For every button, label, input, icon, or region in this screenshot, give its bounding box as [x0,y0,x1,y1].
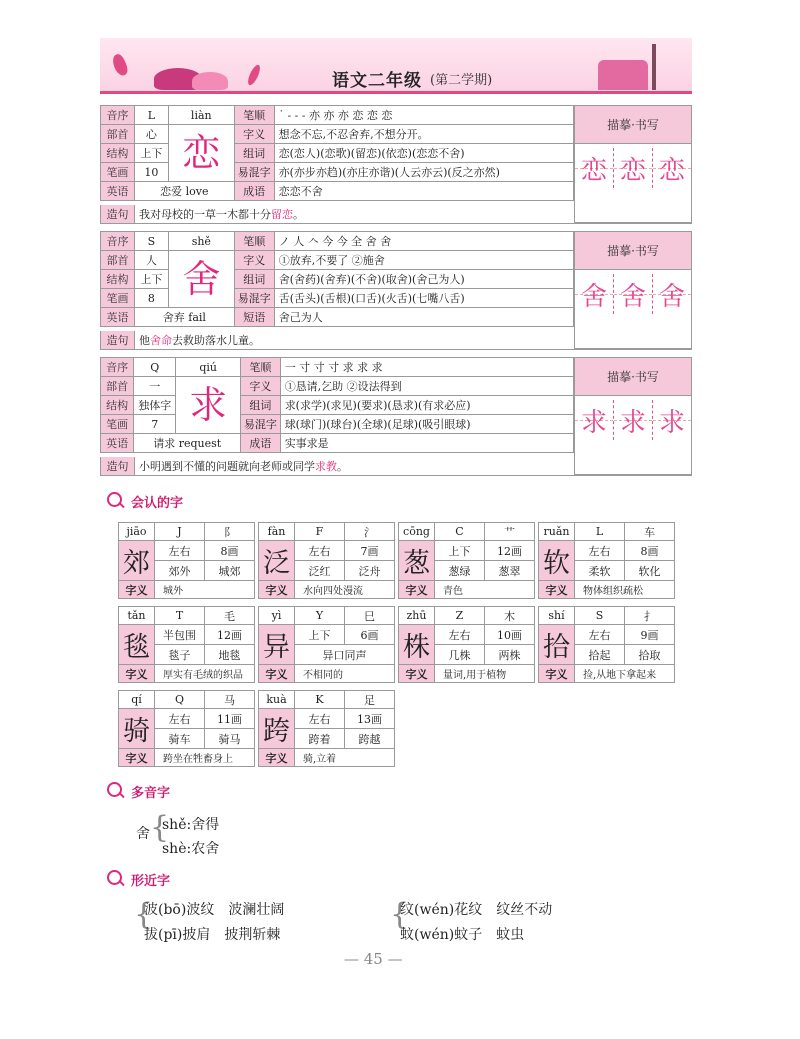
sentence [135,332,260,348]
sentence-pre: 小明遇到不懂的问题就向老师或同学 [139,460,315,473]
trace-char: 求 [580,407,607,438]
label-yingyu: 英语 [101,308,135,327]
structure: 左右 [435,625,485,645]
label-yingyu: 英语 [101,434,134,453]
sentence [135,458,348,474]
definition: 跨坐在牲畜身上 [155,749,255,767]
recognize-block [258,606,395,683]
letter: Z [435,607,485,625]
stroke-count: 8 [134,289,168,308]
recognize-block [118,690,255,767]
extra: 实事求是 [280,434,573,453]
word-2: 葱翠 [485,561,535,581]
label-ziyi: 字义 [539,665,575,683]
practice-cell[interactable] [575,400,614,440]
definition: 水向四处漫流 [295,581,395,599]
recognize-block [398,606,535,683]
stroke-count: 13画 [345,709,395,729]
stroke-count: 10 [134,163,168,182]
sentence-post: 。 [293,208,304,221]
label-yihunzi: 易混字 [241,415,281,434]
practice-cell[interactable] [614,400,653,440]
letter: J [155,523,205,541]
radical: 艹 [485,523,535,541]
sentence-post: 去救助落水儿童。 [172,334,260,347]
recognize-char: 毯 [119,625,155,665]
letter: Q [155,691,205,709]
definition: 物体组织疏松 [575,581,675,599]
definition: 量词,用于植物 [435,665,535,683]
letter: L [575,523,625,541]
label-bishun: 笔顺 [241,358,281,377]
label-yihunzi: 易混字 [234,289,274,308]
section-polyphone [105,780,170,802]
letter: T [155,607,205,625]
sentence-pre: 我对母校的一草一木都十分 [139,208,271,221]
magnifier-icon [105,490,127,512]
practice-grid[interactable] [575,148,691,188]
word-1: 异口同声 [295,645,395,665]
stroke-order: 一 寸 寸 寸 求 求 求 [280,358,573,377]
trace-char: 舍 [580,281,607,312]
big-char-cell [168,251,234,308]
section-polyphone-title: 多音字 [131,785,171,801]
stroke-count: 7画 [345,541,395,561]
magnifier-icon [105,780,127,802]
brace-icon: { [390,897,410,932]
recognize-char: 泛 [259,541,295,581]
label-ziyi: 字义 [234,125,274,144]
structure: 左右 [575,625,625,645]
structure: 上下 [134,270,168,289]
words: 舍(舍药)(舍弃)(不舍)(取舍)(舍己为人) [274,270,573,289]
label-bishun: 笔顺 [234,106,274,125]
definition: 捡,从地下拿起来 [575,665,675,683]
word-1: 郊外 [155,561,205,581]
confusable: 舌(舌头)(舌根)(口舌)(火舌)(七嘴八舌) [274,289,573,308]
word-2: 城郊 [205,561,255,581]
word-1: 跨着 [295,729,345,749]
sentence-highlight: 舍命 [150,334,172,347]
recognize-char: 株 [399,625,435,665]
label-ziyi: 字义 [241,377,281,396]
label-bushou: 部首 [101,125,135,144]
big-char-cell [176,377,241,434]
radical: 足 [345,691,395,709]
practice-cell[interactable] [653,274,691,314]
label-jiegou: 结构 [101,396,134,415]
label-yihunzi: 易混字 [234,163,274,182]
radical: 车 [625,523,675,541]
words: 求(求学)(求见)(要求)(恳求)(有求必应) [280,396,573,415]
char-card-table [100,231,574,327]
practice-header: 描摹·书写 [575,232,691,270]
section-recognize [105,490,183,512]
stroke-count: 7 [134,415,176,434]
section-similar [105,868,170,890]
label-ziyi: 字义 [399,581,435,599]
english: 恋爱 love [134,182,234,201]
structure: 左右 [295,541,345,561]
pinyin: qí [119,691,155,709]
extra: 恋恋不舍 [274,182,573,201]
letter: Y [295,607,345,625]
pinyin: cōng [399,523,435,541]
pinyin: yì [259,607,295,625]
label-yinxu: 音序 [101,106,135,125]
word-1: 泛红 [295,561,345,581]
word-2: 软化 [625,561,675,581]
char-card-table [100,105,574,201]
label-yingyu: 英语 [101,182,135,201]
label-zuci: 组词 [234,144,274,163]
page-subtitle: (第二学期) [430,73,493,88]
confusable: 球(球门)(球台)(全球)(足球)(吸引眼球) [280,415,573,434]
radical: 阝 [205,523,255,541]
big-char: 舍 [182,257,221,301]
word-1: 骑车 [155,729,205,749]
stroke-count: 6画 [345,625,395,645]
definition: 不相同的 [295,665,395,683]
structure: 左右 [575,541,625,561]
label-bushou: 部首 [101,377,134,396]
word-1: 毯子 [155,645,205,665]
tree-decoration [652,44,656,90]
label-zuci: 组词 [241,396,281,415]
trace-char: 求 [619,407,646,438]
label-bushou: 部首 [101,251,135,270]
stroke-count: 12画 [485,541,535,561]
label-ziyi: 字义 [234,251,274,270]
practice-cell[interactable] [653,400,691,440]
recognize-char: 郊 [119,541,155,581]
practice-cell[interactable] [614,274,653,314]
trace-char: 恋 [619,155,646,186]
header-banner [100,38,692,94]
recognize-block [538,522,675,599]
extra: 舍己为人 [274,308,573,327]
sprout-decoration [246,63,263,86]
label-extra: 成语 [241,434,281,453]
label-zuci: 组词 [234,270,274,289]
label-zaoju: 造句 [101,331,135,349]
similar-left-2: 拔(pī)披肩 披荆斩棘 [144,927,281,943]
radical: 人 [134,251,168,270]
polyphone-reading-1: shě:舍得 [162,817,220,833]
label-zaoju: 造句 [101,457,135,475]
label-extra: 成语 [234,182,274,201]
pinyin: tǎn [119,607,155,625]
polyphone-char: 舍 [136,826,150,842]
page-number: — 45 — [344,950,403,968]
radical: 一 [134,377,176,396]
recognize-block [118,606,255,683]
similar-right-1: 纹(wén)花纹 纹丝不动 [400,902,553,918]
word-2: 骑马 [205,729,255,749]
hill-decoration-small [192,72,228,90]
recognize-char: 跨 [259,709,295,749]
char-card [100,357,692,477]
label-zaoju: 造句 [101,205,135,223]
section-recognize-title: 会认的字 [131,495,184,511]
letter: F [295,523,345,541]
pinyin: qiú [176,358,241,377]
stroke-count: 8画 [625,541,675,561]
word-2: 跨越 [345,729,395,749]
practice-cell[interactable] [575,274,614,314]
word-2: 地毯 [205,645,255,665]
label-yinxu: 音序 [101,232,135,251]
label-ziyi: 字义 [259,665,295,683]
radical: 巳 [345,607,395,625]
recognize-char: 异 [259,625,295,665]
recognize-block [118,522,255,599]
definition: 厚实有毛绒的织品 [155,665,255,683]
stroke-count: 9画 [625,625,675,645]
big-char: 恋 [182,131,221,175]
recognize-block [398,522,535,599]
big-char-cell [168,125,234,182]
trace-char: 恋 [580,155,607,186]
sentence-highlight: 留恋 [271,208,293,221]
structure: 左右 [295,709,345,729]
pinyin: ruǎn [539,523,575,541]
practice-header: 描摹·书写 [575,358,691,396]
definition: 城外 [155,581,255,599]
word-2: 泛舟 [345,561,395,581]
structure: 半包围 [155,625,205,645]
label-yinxu: 音序 [101,358,134,377]
letter: Q [134,358,176,377]
english: 请求 request [134,434,241,453]
similar-left-1: 波(bō)波纹 波澜壮阔 [144,902,285,918]
label-ziyi: 字义 [259,749,295,767]
label-ziyi: 字义 [399,665,435,683]
char-card [100,105,692,225]
meaning: ①放弃,不要了 ②施舍 [274,251,573,270]
letter: S [575,607,625,625]
trace-char: 舍 [619,281,646,312]
pinyin: jiāo [119,523,155,541]
structure: 上下 [134,144,168,163]
stroke-count: 12画 [205,625,255,645]
word-1: 柔软 [575,561,625,581]
word-1: 葱绿 [435,561,485,581]
char-card-table [100,357,574,453]
confusable: 亦(亦步亦趋)(亦庄亦谐)(人云亦云)(反之亦然) [274,163,573,182]
radical: 木 [485,607,535,625]
label-bishun: 笔顺 [234,232,274,251]
radical: 氵 [345,523,395,541]
char-card [100,231,692,351]
polyphone-reading-2: shè:农舍 [162,841,220,857]
practice-header: 描摹·书写 [575,106,691,144]
radical: 毛 [205,607,255,625]
letter: C [435,523,485,541]
stroke-order: ˙ ˗ ˗ ˗ 亦 亦 亦 恋 恋 恋 [274,106,573,125]
letter: L [134,106,168,125]
recognize-char: 骑 [119,709,155,749]
leaf-decoration [110,52,130,77]
brace-icon: { [150,810,170,845]
english: 舍弃 fail [134,308,234,327]
practice-grid[interactable] [575,274,691,314]
practice-cell[interactable] [575,148,614,188]
definition: 青色 [435,581,535,599]
letter: K [295,691,345,709]
trace-char: 恋 [658,155,685,186]
word-2: 拾取 [625,645,675,665]
label-bihua: 笔画 [101,289,135,308]
meaning: 想念不忘,不忍舍弃,不想分开。 [274,125,573,144]
label-jiegou: 结构 [101,144,135,163]
sentence-post: 。 [337,460,348,473]
practice-cell[interactable] [614,148,653,188]
structure: 上下 [295,625,345,645]
house-decoration [598,60,648,90]
structure: 独体字 [134,396,176,415]
recognize-block [258,690,395,767]
sentence-highlight: 求教 [315,460,337,473]
magnifier-icon [105,868,127,890]
recognize-block [258,522,395,599]
word-1: 几株 [435,645,485,665]
meaning: ①恳请,乞助 ②设法得到 [280,377,573,396]
sentence [135,206,304,222]
stroke-count: 8画 [205,541,255,561]
recognize-char: 葱 [399,541,435,581]
sentence-row [100,331,692,350]
trace-char: 舍 [658,281,685,312]
label-extra: 短语 [234,308,274,327]
radical: 扌 [625,607,675,625]
pinyin: kuà [259,691,295,709]
brace-icon: { [134,897,154,932]
page-title: 语文二年级 [332,71,422,91]
label-ziyi: 字义 [259,581,295,599]
big-char: 求 [189,383,228,427]
radical: 马 [205,691,255,709]
word-1: 拾起 [575,645,625,665]
radical: 心 [134,125,168,144]
sentence-pre: 他 [139,334,150,347]
label-ziyi: 字义 [119,749,155,767]
similar-right-2: 蚊(wén)蚊子 蚊虫 [400,927,525,943]
recognize-char: 拾 [539,625,575,665]
section-similar-title: 形近字 [131,873,171,889]
practice-cell[interactable] [653,148,691,188]
label-bihua: 笔画 [101,415,134,434]
pinyin: liàn [168,106,234,125]
structure: 左右 [155,709,205,729]
recognize-block [538,606,675,683]
stroke-count: 11画 [205,709,255,729]
label-ziyi: 字义 [119,581,155,599]
words: 恋(恋人)(恋歌)(留恋)(依恋)(恋恋不舍) [274,144,573,163]
trace-char: 求 [658,407,685,438]
label-ziyi: 字义 [539,581,575,599]
pinyin: shě [168,232,234,251]
practice-grid[interactable] [575,400,691,440]
stroke-count: 10画 [485,625,535,645]
structure: 左右 [155,541,205,561]
label-jiegou: 结构 [101,270,135,289]
pinyin: fàn [259,523,295,541]
label-ziyi: 字义 [119,665,155,683]
sentence-row [100,457,692,476]
sentence-row [100,205,692,224]
stroke-order: ノ 人 𠆢 今 今 全 舍 舍 [274,232,573,251]
pinyin: zhū [399,607,435,625]
pinyin: shí [539,607,575,625]
recognize-char: 软 [539,541,575,581]
definition: 骑,立着 [295,749,395,767]
letter: S [134,232,168,251]
structure: 上下 [435,541,485,561]
label-bihua: 笔画 [101,163,135,182]
word-2: 两株 [485,645,535,665]
